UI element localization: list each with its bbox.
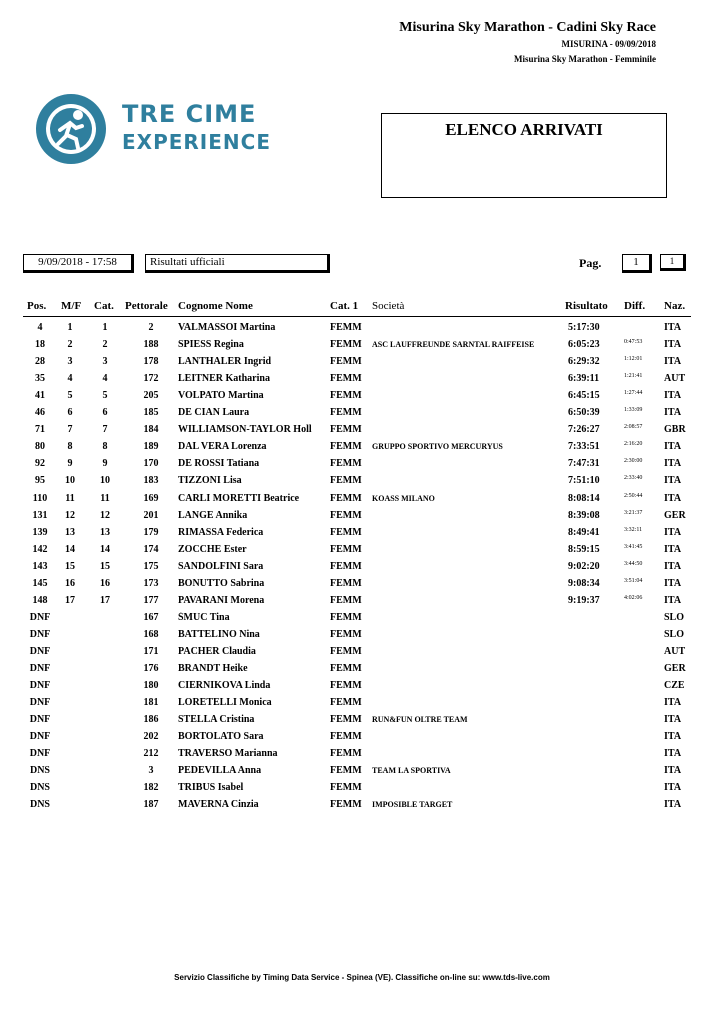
cell-category: FEMM [330, 390, 362, 402]
col-header-diff: Diff. [624, 300, 646, 312]
cell-category: FEMM [330, 407, 362, 419]
cell-bib-number: 185 [143, 407, 159, 419]
cell-position: 80 [35, 441, 45, 453]
cell-gap-time: 2:33:40 [624, 475, 643, 482]
cell-nationality: CZE [664, 680, 685, 692]
logo-text-line2: EXPERIENCE [122, 130, 271, 154]
cell-position: DNF [29, 628, 51, 640]
cell-nationality: GBR [664, 424, 686, 436]
table-row [0, 373, 724, 390]
cell-athlete-name: BRANDT Heike [178, 663, 248, 674]
cell-nationality: ITA [664, 407, 682, 419]
col-header-result: Risultato [565, 300, 608, 312]
cell-position: DNF [29, 663, 51, 674]
table-row [0, 527, 724, 544]
cell-nationality: ITA [664, 458, 682, 470]
cell-cat-rank: 11 [100, 492, 110, 504]
cell-mf-rank: 13 [65, 526, 75, 538]
cell-bib-number: 186 [143, 714, 159, 726]
cell-bib-number: 183 [143, 475, 159, 487]
cell-nationality: GER [664, 663, 686, 674]
cell-bib-number: 172 [143, 373, 159, 385]
cell-result-time: 5:17:30 [568, 322, 600, 333]
cell-nationality: ITA [664, 731, 682, 743]
cell-gap-time: 3:32:11 [624, 526, 643, 533]
cell-gap-time: 2:08:57 [624, 424, 643, 431]
cell-mf-rank: 2 [67, 339, 73, 351]
cell-result-time: 6:50:39 [568, 407, 600, 419]
table-row [0, 697, 724, 714]
cell-mf-rank: 16 [65, 577, 75, 589]
table-row [0, 544, 724, 561]
cell-nationality: ITA [664, 492, 682, 504]
cell-club: RUN&FUN OLTRE TEAM [372, 715, 468, 725]
table-row [0, 731, 724, 748]
cell-gap-time: 4:02:06 [624, 594, 643, 601]
runner-logo-icon [30, 90, 112, 168]
cell-nationality: ITA [664, 714, 682, 726]
cell-position: 28 [35, 356, 45, 368]
cell-result-time: 8:59:15 [568, 543, 600, 555]
table-row [0, 663, 724, 680]
cell-athlete-name: WILLIAMSON-TAYLOR Holl [178, 424, 312, 436]
cell-position: 139 [32, 526, 48, 538]
cell-position: 110 [32, 492, 48, 504]
cell-gap-time: 0:47:53 [624, 339, 643, 346]
footer-credit: Servizio Classifiche by Timing Data Service - Spinea (VE). Classifiche on-line su: www.tds-live.com [174, 973, 550, 982]
cell-position: 71 [35, 424, 45, 436]
cell-athlete-name: CARLI MORETTI Beatrice [178, 492, 300, 504]
col-header-cat1: Cat. 1 [330, 300, 359, 312]
cell-position: DNF [29, 714, 51, 726]
cell-position: DNF [29, 680, 51, 692]
cell-position: DNS [29, 782, 50, 794]
cell-cat-rank: 14 [100, 543, 110, 555]
cell-nationality: ITA [664, 339, 682, 351]
table-row [0, 578, 724, 595]
cell-bib-number: 171 [143, 645, 159, 657]
table-row [0, 799, 724, 816]
table-row [0, 424, 724, 441]
col-header-cat: Cat. [94, 300, 114, 312]
cell-position: 142 [32, 543, 48, 555]
cell-athlete-name: LANTHALER Ingrid [178, 356, 272, 368]
cell-result-time: 6:39:11 [568, 373, 600, 385]
cell-bib-number: 175 [143, 560, 159, 572]
cell-result-time: 7:47:31 [568, 458, 600, 470]
cell-nationality: AUT [664, 373, 686, 385]
cell-athlete-name: DE CIAN Laura [178, 407, 250, 419]
cell-category: FEMM [330, 799, 362, 811]
cell-category: FEMM [330, 594, 362, 606]
cell-bib-number: 170 [143, 458, 159, 470]
cell-position: 92 [35, 458, 45, 470]
cell-category: FEMM [330, 543, 362, 555]
cell-club: TEAM LA SPORTIVA [372, 766, 451, 776]
cell-mf-rank: 17 [65, 594, 75, 606]
cell-bib-number: 184 [143, 424, 159, 436]
cell-gap-time: 1:12:01 [624, 356, 643, 363]
cell-cat-rank: 15 [100, 560, 110, 572]
cell-position: 148 [32, 594, 48, 606]
cell-athlete-name: SPIESS Regina [178, 339, 244, 351]
cell-athlete-name: LANGE Annika [178, 509, 248, 521]
cell-bib-number: 174 [143, 543, 159, 555]
table-row [0, 782, 724, 799]
cell-result-time: 6:45:15 [568, 390, 600, 402]
cell-gap-time: 2:50:44 [624, 492, 643, 499]
cell-bib-number: 181 [143, 697, 159, 709]
title-box [381, 113, 667, 198]
cell-athlete-name: ŠMUC Tina [178, 611, 230, 623]
cell-athlete-name: BATTELINO Nina [178, 628, 260, 640]
table-row [0, 493, 724, 510]
cell-position: 41 [35, 390, 45, 402]
cell-bib-number: 178 [143, 356, 159, 368]
cell-athlete-name: PEDEVILLA Anna [178, 765, 262, 777]
cell-bib-number: 167 [143, 611, 159, 623]
cell-result-time: 9:02:20 [568, 560, 600, 572]
table-row [0, 407, 724, 424]
cell-athlete-name: RIMASSA Federica [178, 526, 264, 538]
cell-mf-rank: 3 [67, 356, 73, 368]
cell-position: DNF [29, 697, 51, 709]
cell-position: DNF [29, 645, 51, 657]
cell-result-time: 8:08:14 [568, 492, 600, 504]
cell-cat-rank: 12 [100, 509, 110, 521]
cell-category: FEMM [330, 475, 362, 487]
cell-cat-rank: 16 [100, 577, 110, 589]
cell-position: 46 [35, 407, 45, 419]
cell-mf-rank: 12 [65, 509, 75, 521]
cell-gap-time: 2:16:20 [624, 441, 643, 448]
cell-mf-rank: 4 [67, 373, 73, 385]
cell-mf-rank: 6 [67, 407, 73, 419]
cell-category: FEMM [330, 509, 362, 521]
cell-category: FEMM [330, 680, 362, 692]
cell-category: FEMM [330, 697, 362, 709]
cell-category: FEMM [330, 492, 362, 504]
col-header-name: Cognome Nome [178, 300, 253, 312]
cell-result-time: 8:39:08 [568, 509, 600, 521]
cell-cat-rank: 17 [100, 594, 110, 606]
col-header-bib: Pettorale [125, 300, 168, 312]
cell-position: DNF [29, 611, 51, 623]
cell-club: IMPOSIBLE TARGET [372, 800, 453, 810]
cell-category: FEMM [330, 731, 362, 743]
cell-position: 18 [35, 339, 45, 351]
cell-bib-number: 189 [143, 441, 159, 453]
cell-bib-number: 188 [143, 339, 159, 351]
cell-category: FEMM [330, 748, 362, 760]
cell-gap-time: 2:30:00 [624, 458, 643, 465]
cell-gap-time: 3:51:04 [624, 577, 643, 584]
cell-nationality: ITA [664, 441, 682, 453]
table-row [0, 646, 724, 663]
cell-nationality: SLO [664, 611, 685, 623]
cell-position: DNS [29, 799, 50, 811]
cell-result-time: 6:05:23 [568, 339, 600, 351]
cell-mf-rank: 5 [67, 390, 73, 402]
cell-athlete-name: DE ROSSI Tatiana [178, 458, 260, 470]
col-header-mf: M/F [61, 300, 82, 312]
cell-bib-number: 3 [148, 765, 154, 777]
page-number-box: 1 [622, 254, 652, 273]
cell-athlete-name: VALMASSOI Martina [178, 322, 276, 333]
cell-nationality: ITA [664, 560, 682, 572]
cell-nationality: ITA [664, 697, 682, 709]
cell-athlete-name: CIERNIKOVA Linda [178, 680, 271, 692]
cell-nationality: ITA [664, 577, 682, 589]
cell-category: FEMM [330, 577, 362, 589]
cell-club: KOASS MILANO [372, 493, 435, 503]
cell-athlete-name: ZOCCHE Ester [178, 543, 247, 555]
cell-cat-rank: 2 [102, 339, 108, 351]
cell-result-time: 7:33:51 [568, 441, 600, 453]
cell-nationality: AUT [664, 645, 686, 657]
col-header-naz: Naz. [664, 300, 686, 312]
cell-athlete-name: TIZZONI Lisa [178, 475, 242, 487]
cell-bib-number: 182 [143, 782, 159, 794]
table-row [0, 561, 724, 578]
cell-athlete-name: SANDOLFINI Sara [178, 560, 264, 572]
table-row [0, 510, 724, 527]
cell-category: FEMM [330, 628, 362, 640]
table-row [0, 765, 724, 782]
cell-mf-rank: 1 [67, 322, 73, 333]
cell-bib-number: 212 [143, 748, 159, 760]
cell-cat-rank: 8 [102, 441, 108, 453]
cell-position: DNF [29, 748, 51, 760]
header-divider [23, 316, 691, 317]
cell-club: GRUPPO SPORTIVO MERCURYUS [372, 442, 503, 452]
cell-nationality: ITA [664, 748, 682, 760]
page-title: ELENCO ARRIVATI [445, 120, 603, 139]
cell-mf-rank: 8 [67, 441, 73, 453]
cell-nationality: ITA [664, 782, 682, 794]
cell-category: FEMM [330, 663, 362, 674]
cell-athlete-name: DAL VERA Lorenza [178, 441, 267, 453]
cell-category: FEMM [330, 441, 362, 453]
logo-text-line1: TRE CIME [122, 100, 257, 128]
cell-bib-number: 202 [143, 731, 159, 743]
datetime-box: 9/09/2018 - 17:58 [23, 254, 134, 273]
cell-nationality: ITA [664, 799, 682, 811]
cell-category: FEMM [330, 645, 362, 657]
cell-nationality: GER [664, 509, 686, 521]
cell-bib-number: 2 [148, 322, 154, 333]
cell-category: FEMM [330, 782, 362, 794]
cell-position: 95 [35, 475, 45, 487]
cell-category: FEMM [330, 339, 362, 351]
table-row [0, 714, 724, 731]
cell-gap-time: 1:27:44 [624, 390, 643, 397]
cell-bib-number: 176 [143, 663, 159, 674]
cell-cat-rank: 7 [102, 424, 108, 436]
cell-position: DNF [29, 731, 51, 743]
cell-bib-number: 201 [143, 509, 159, 521]
cell-nationality: ITA [664, 594, 682, 606]
cell-position: 35 [35, 373, 45, 385]
table-row [0, 322, 724, 339]
cell-category: FEMM [330, 458, 362, 470]
table-row [0, 475, 724, 492]
cell-result-time: 9:19:37 [568, 594, 600, 606]
event-location-date: MISURINA - 09/09/2018 [561, 39, 656, 49]
status-box: Risultati ufficiali [145, 254, 330, 273]
cell-athlete-name: PACHER Claudia [178, 645, 256, 657]
cell-position: 4 [37, 322, 43, 333]
table-row [0, 356, 724, 373]
cell-category: FEMM [330, 714, 362, 726]
cell-cat-rank: 10 [100, 475, 110, 487]
table-row [0, 612, 724, 629]
cell-position: DNS [29, 765, 50, 777]
cell-mf-rank: 7 [67, 424, 73, 436]
cell-cat-rank: 1 [102, 322, 108, 333]
col-header-club: Società [372, 300, 405, 312]
cell-result-time: 7:51:10 [568, 475, 600, 487]
cell-bib-number: 179 [143, 526, 159, 538]
cell-bib-number: 173 [143, 577, 159, 589]
cell-nationality: ITA [664, 526, 682, 538]
cell-cat-rank: 6 [102, 407, 108, 419]
cell-athlete-name: PAVARANI Morena [178, 594, 265, 606]
cell-gap-time: 3:21:37 [624, 509, 643, 516]
cell-nationality: ITA [664, 543, 682, 555]
cell-category: FEMM [330, 526, 362, 538]
cell-nationality: SLO [664, 628, 685, 640]
table-row [0, 390, 724, 407]
cell-bib-number: 180 [143, 680, 159, 692]
event-title: Misurina Sky Marathon - Cadini Sky Race [399, 20, 656, 35]
cell-position: 143 [32, 560, 48, 572]
cell-nationality: ITA [664, 356, 682, 368]
cell-result-time: 6:29:32 [568, 356, 600, 368]
tre-cime-logo [30, 90, 280, 168]
cell-position: 131 [32, 509, 48, 521]
cell-athlete-name: STELLA Cristina [178, 714, 255, 726]
cell-category: FEMM [330, 373, 362, 385]
cell-athlete-name: TRIBUS Isabel [178, 782, 244, 794]
cell-result-time: 9:08:34 [568, 577, 600, 589]
cell-bib-number: 168 [143, 628, 159, 640]
cell-position: 145 [32, 577, 48, 589]
cell-athlete-name: BONUTTO Sabrina [178, 577, 265, 589]
cell-athlete-name: VOLPATO Martina [178, 390, 264, 402]
page-label: Pag. [579, 256, 602, 270]
table-row [0, 595, 724, 612]
table-row [0, 458, 724, 475]
cell-category: FEMM [330, 765, 362, 777]
cell-athlete-name: BORTOLATO Sara [178, 731, 264, 743]
table-row [0, 339, 724, 356]
cell-category: FEMM [330, 424, 362, 436]
cell-mf-rank: 11 [65, 492, 75, 504]
cell-cat-rank: 13 [100, 526, 110, 538]
table-row [0, 680, 724, 697]
cell-cat-rank: 5 [102, 390, 108, 402]
cell-result-time: 8:49:41 [568, 526, 600, 538]
cell-athlete-name: TRAVERSO Marianna [178, 748, 278, 760]
cell-result-time: 7:26:27 [568, 424, 600, 436]
cell-gap-time: 1:33:09 [624, 407, 643, 414]
cell-club: ASC LAUFFREUNDE SARNTAL RAIFFEISE [372, 340, 535, 350]
cell-nationality: ITA [664, 390, 682, 402]
cell-bib-number: 205 [143, 390, 159, 402]
cell-cat-rank: 4 [102, 373, 108, 385]
cell-mf-rank: 10 [65, 475, 75, 487]
cell-mf-rank: 9 [67, 458, 73, 470]
race-category: Misurina Sky Marathon - Femminile [514, 54, 656, 64]
table-row [0, 629, 724, 646]
cell-category: FEMM [330, 322, 362, 333]
cell-athlete-name: LORETELLI Monica [178, 697, 272, 709]
cell-nationality: ITA [664, 322, 682, 333]
cell-gap-time: 3:44:50 [624, 560, 643, 567]
col-header-pos: Pos. [27, 300, 47, 312]
table-row [0, 441, 724, 458]
cell-nationality: ITA [664, 475, 682, 487]
cell-mf-rank: 15 [65, 560, 75, 572]
table-row [0, 748, 724, 765]
cell-cat-rank: 3 [102, 356, 108, 368]
page-total-box: 1 [660, 254, 686, 271]
cell-category: FEMM [330, 356, 362, 368]
cell-category: FEMM [330, 560, 362, 572]
cell-mf-rank: 14 [65, 543, 75, 555]
cell-nationality: ITA [664, 765, 682, 777]
cell-bib-number: 169 [143, 492, 159, 504]
cell-gap-time: 1:21:41 [624, 373, 643, 380]
cell-athlete-name: MAVERNA Cinzia [178, 799, 259, 811]
cell-cat-rank: 9 [102, 458, 108, 470]
cell-gap-time: 3:41:45 [624, 543, 643, 550]
cell-bib-number: 177 [143, 594, 159, 606]
cell-bib-number: 187 [143, 799, 159, 811]
cell-category: FEMM [330, 611, 362, 623]
cell-athlete-name: LEITNER Katharina [178, 373, 270, 385]
